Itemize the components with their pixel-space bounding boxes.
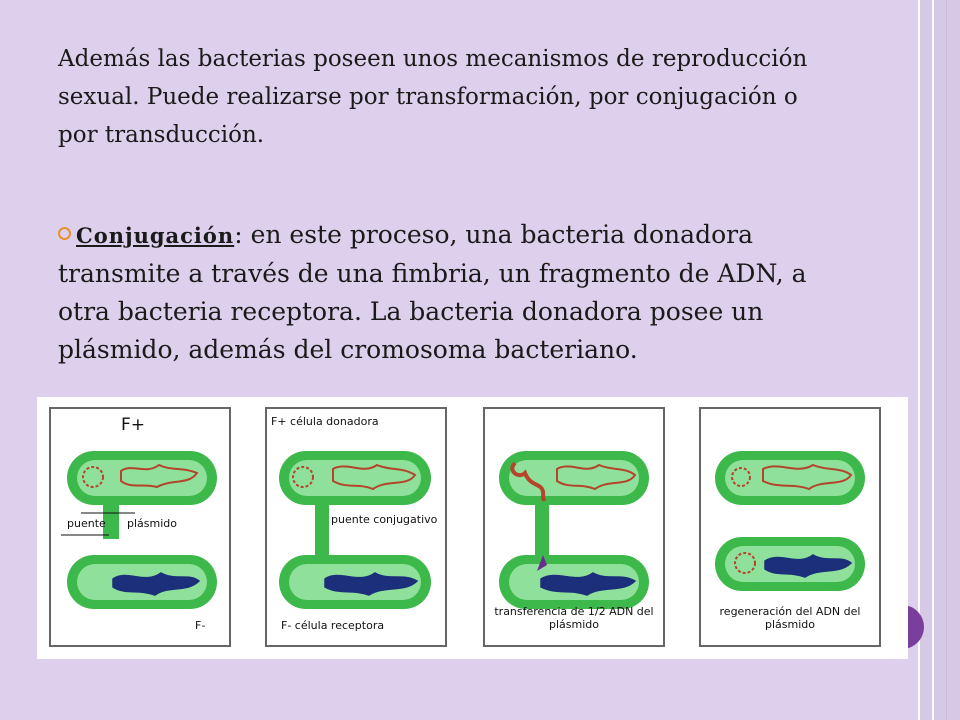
label-puente: puente bbox=[67, 517, 106, 530]
bullet-body: en este proceso, una bacteria donadora transmite a través de una fimbria, un fragmento de ADN, a otra bacteria receptora. La bacteria donadora posee un plásmido, además del cromosoma bacteriano. bbox=[58, 220, 807, 364]
panel-2 bbox=[265, 407, 447, 647]
bullet-icon bbox=[58, 227, 71, 240]
label-donor-cell: F+ célula donadora bbox=[271, 415, 379, 428]
bullet-conjugacion bbox=[58, 216, 818, 369]
panel-3 bbox=[483, 407, 665, 647]
caption-transfer: transferencia de 1/2 ADN del plásmido bbox=[494, 605, 654, 631]
panel-1 bbox=[49, 407, 231, 647]
term-separator: : bbox=[234, 220, 243, 249]
panel-4 bbox=[699, 407, 881, 647]
conjugation-bridge bbox=[535, 501, 549, 559]
conjugation-bridge bbox=[315, 501, 329, 563]
conjugation-figure bbox=[37, 397, 908, 659]
intro-paragraph: Además las bacterias poseen unos mecanismos de reproducción sexual. Puede realizarse por transformación, por conjugación o por transducción. bbox=[58, 46, 808, 148]
label-f-plus: F+ bbox=[121, 415, 146, 435]
label-f-minus: F- bbox=[195, 619, 206, 632]
label-plasmido: plásmido bbox=[127, 517, 177, 530]
label-recipient-cell: F- célula receptora bbox=[281, 619, 385, 632]
caption-regeneration: regeneración del ADN del plásmido bbox=[719, 605, 861, 631]
label-conjugation-bridge: puente conjugativo bbox=[331, 513, 438, 526]
term-conjugacion: Conjugación bbox=[76, 223, 235, 248]
